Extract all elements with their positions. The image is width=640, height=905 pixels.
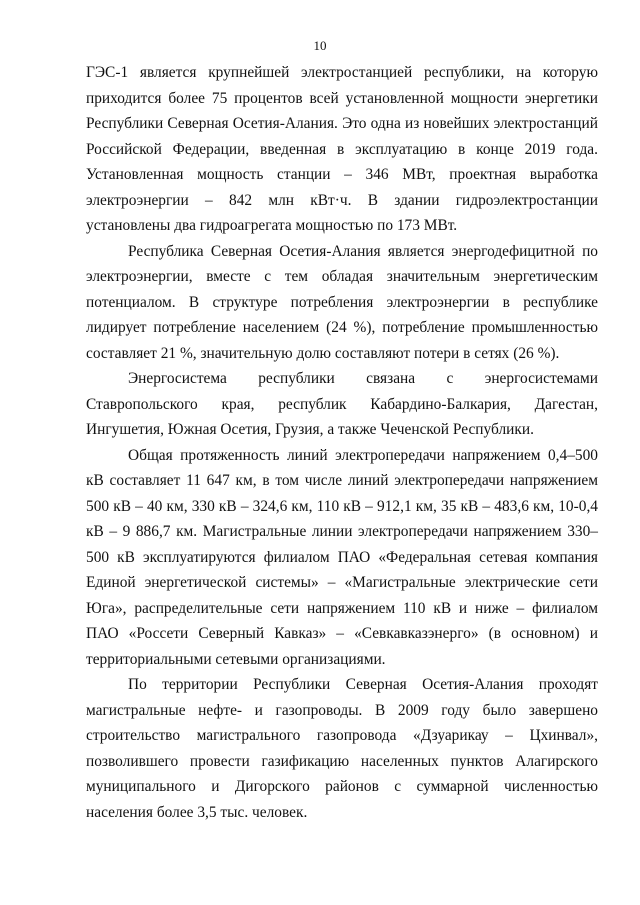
paragraph-energy-system-links: Энергосистема республики связана с энергосистемами Ставропольского края, республик Кабардино-Балкария, Дагестан, Ингушетия, Южная Осетия, Грузия, а также Чеченской Республики.	[86, 370, 598, 438]
paragraph-power-lines: Общая протяженность линий электропередачи напряжением 0,4–500 кВ составляет 11 647 км, в том числе линий электропередачи напряжением 500 кВ – 40 км, 330 кВ – 324,6 км, 110 кВ – 912,1 км, 35 кВ – 483,6 км, 10-0,4 кВ – 9 886,7 км. Магистральные линии электропередачи напряжением 330–500 кВ эксплуатируются филиалом ПАО «Федеральная сетевая компания Единой энергетической системы» – «Магистральные электрические сети Юга», распределительные сети напряжением 110 кВ и ниже – филиалом ПАО «Россети Северный Кавказ» – «Севкавказэнерго» (в основном) и территориальными сетевыми организациями.	[86, 446, 598, 668]
paragraph-energy-deficit: Республика Северная Осетия-Алания является энергодефицитной по электроэнергии, вместе с тем обладая значительным энергетическим потенциалом. В структуре потребления электроэнергии в республике лидирует потребление населением (24 %), потребление промышленностью составляет 21 %, значительную долю составляют потери в сетях (26 %).	[86, 242, 598, 362]
document-body	[86, 60, 598, 825]
paragraph-pipelines: По территории Республики Северная Осетия-Алания проходят магистральные нефте- и газопроводы. В 2009 году было завершено строительство магистрального газопровода «Дзуарикау – Цхинвал», позволившего провести газификацию населенных пунктов Алагирского муниципального и Дигорского районов с суммарной численностью населения более 3,5 тыс. человек.	[86, 676, 598, 821]
paragraph-hydro-plant: ГЭС-1 является крупнейшей электростанцией республики, на которую приходится более 75 процентов всей установленной мощности энергетики Республики Северная Осетия-Алания. Это одна из новейших электростанций Российской Федерации, введенная в эксплуатацию в конце 2019 года. Установленная мощность станции – 346 МВт, проектная выработка электроэнергии – 842 млн кВт·ч. В здании гидроэлектростанции установлены два гидроагрегата мощностью по 173 МВт.	[86, 64, 598, 234]
page-number: 10	[313, 38, 327, 53]
